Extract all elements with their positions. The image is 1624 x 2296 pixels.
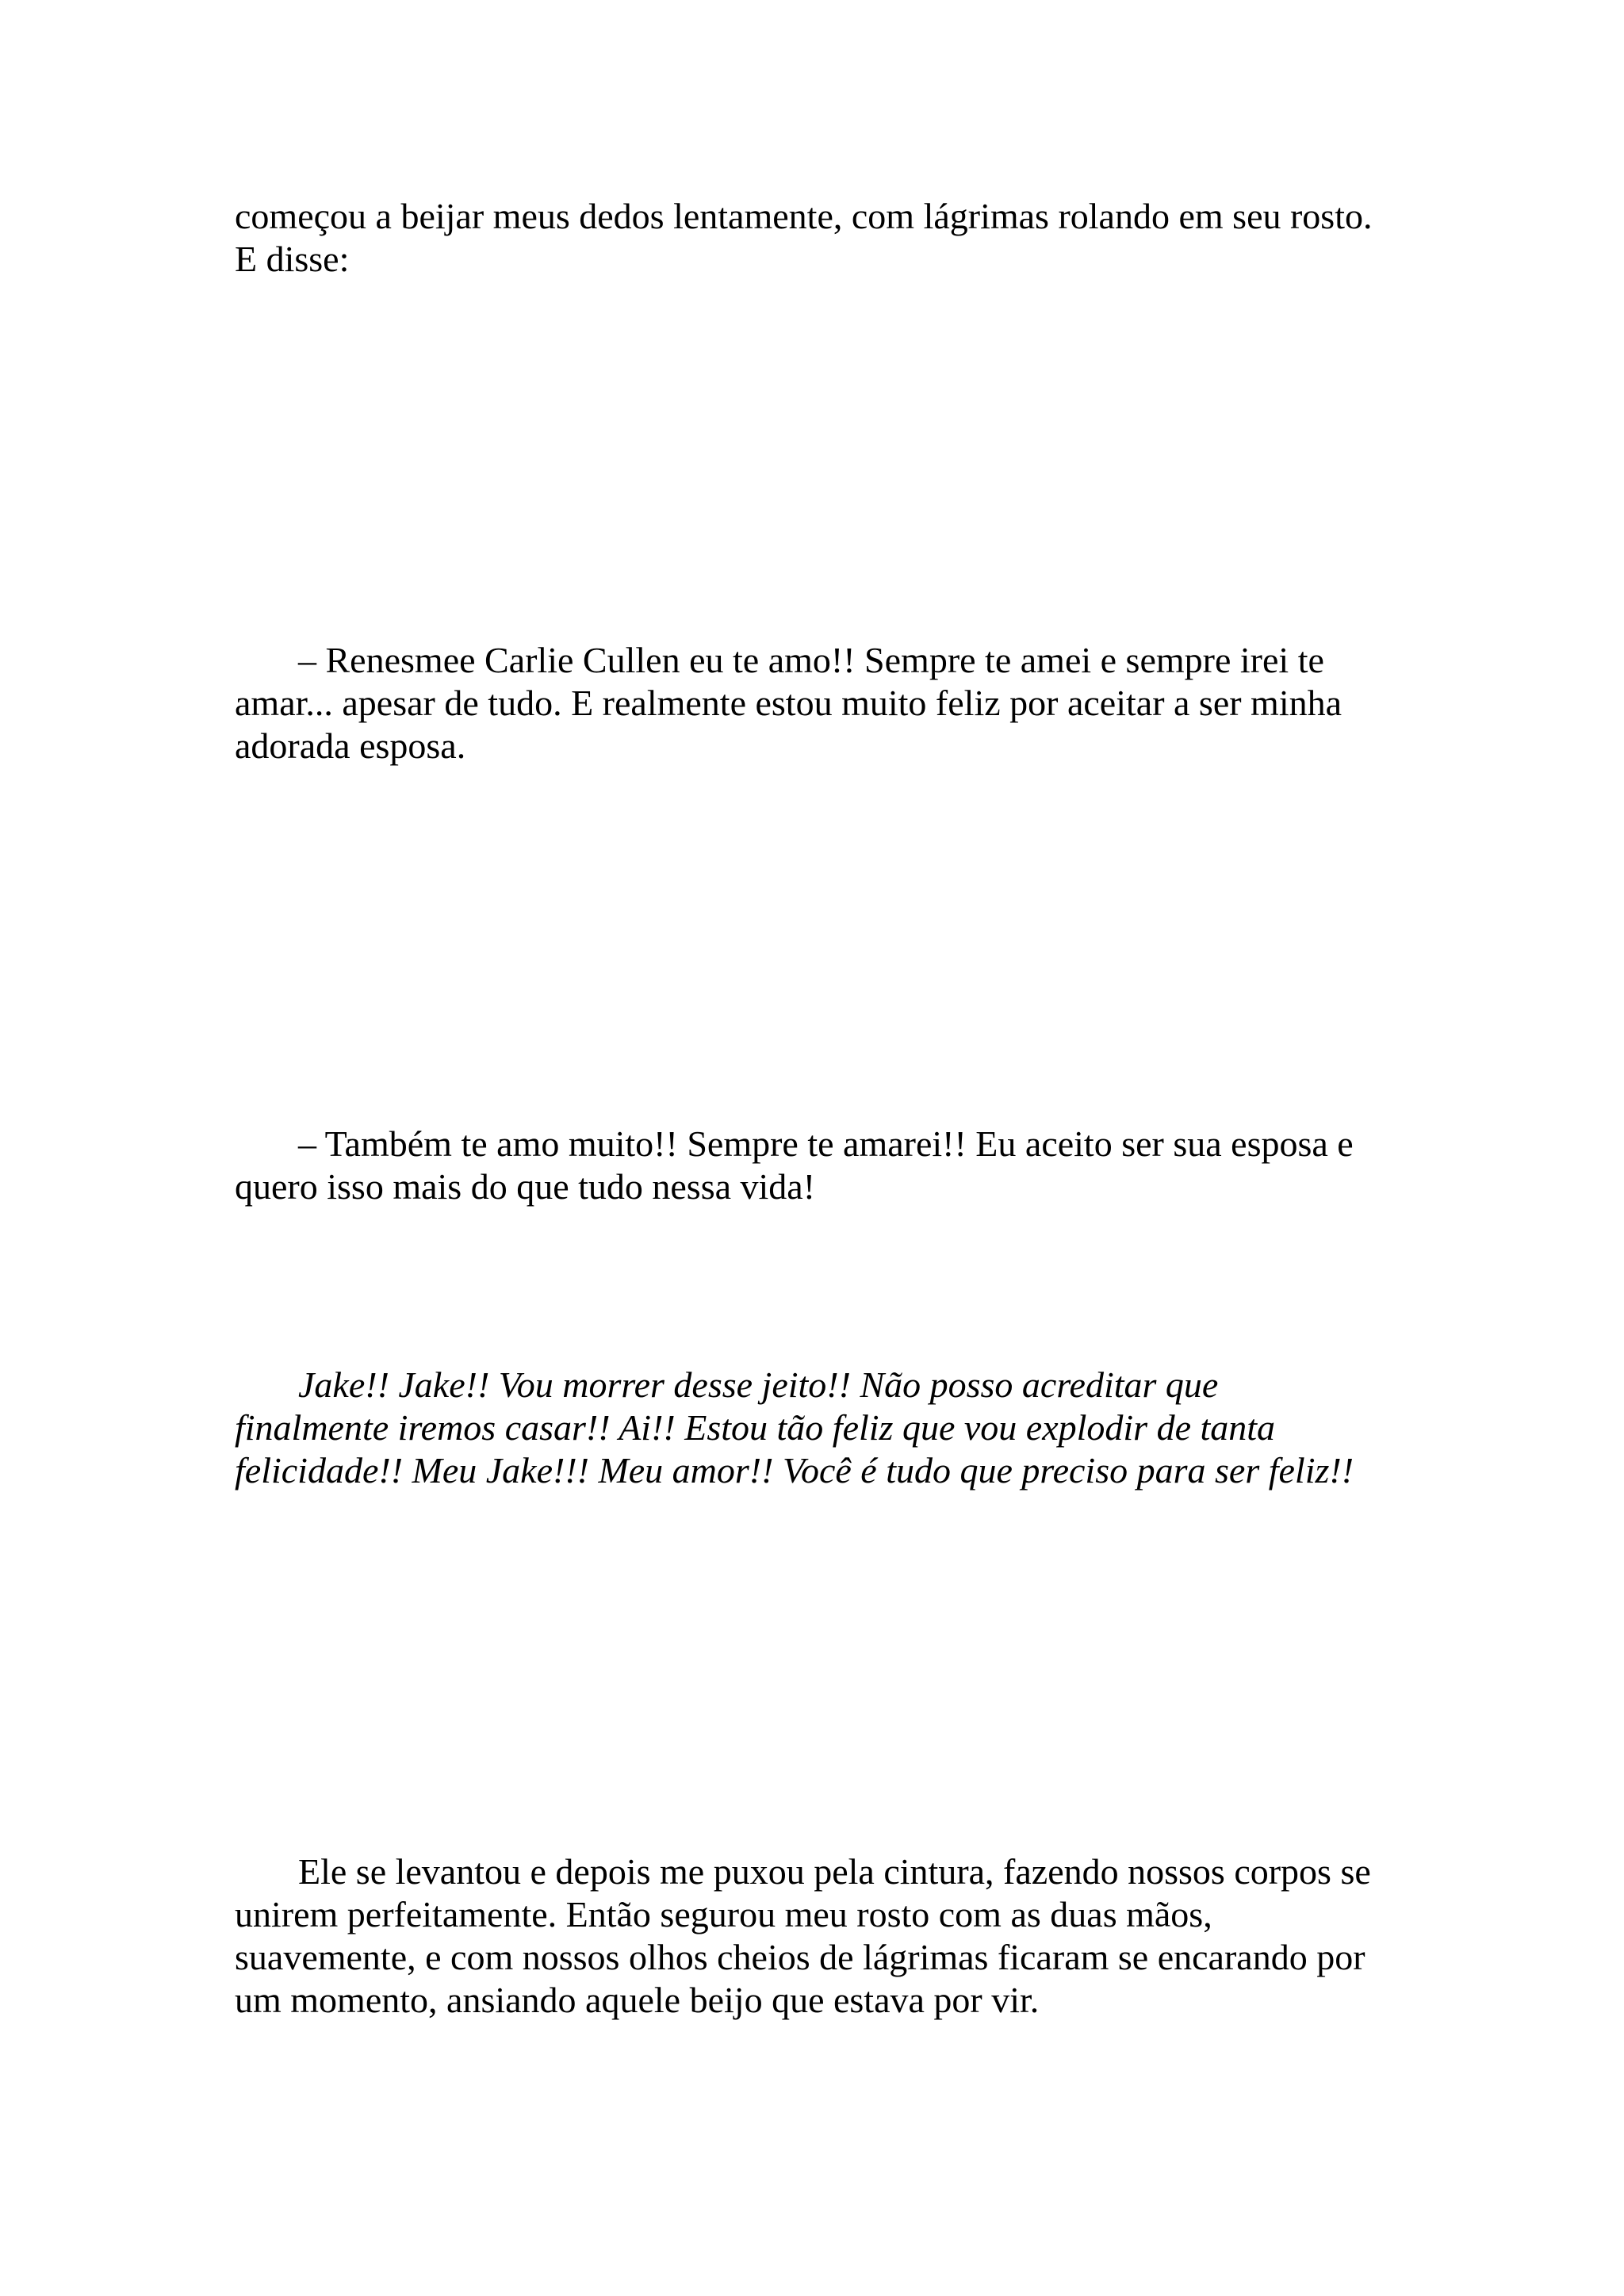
text-line: unirem perfeitamente. Então segurou meu rosto com as duas mãos,: [235, 1894, 1212, 1934]
text-line: começou a beijar meus dedos lentamente, com lágrimas rolando em seu rosto.: [235, 196, 1373, 236]
text-line: quero isso mais do que tudo nessa vida!: [235, 1166, 816, 1207]
text-line: um momento, ansiando aquele beijo que estava por vir.: [235, 1980, 1040, 2020]
text-line: amar... apesar de tudo. E realmente estou muito feliz por aceitar a ser minha: [235, 683, 1342, 723]
paragraph-2: [235, 639, 1408, 767]
paragraph-4-italic-thought: [235, 1364, 1408, 1492]
text-line: – Também te amo muito!! Sempre te amarei!! Eu aceito ser sua esposa e: [298, 1123, 1354, 1164]
text-line: Jake!! Jake!! Vou morrer desse jeito!! Não posso acreditar que: [298, 1364, 1219, 1405]
text-line: finalmente iremos casar!! Ai!! Estou tão feliz que vou explodir de tanta: [235, 1407, 1276, 1448]
paragraph-5: [235, 1850, 1408, 2022]
text-line: suavemente, e com nossos olhos cheios de lágrimas ficaram se encarando por: [235, 1937, 1365, 1977]
text-line: Ele se levantou e depois me puxou pela cintura, fazendo nossos corpos se: [298, 1851, 1371, 1892]
text-line: adorada esposa.: [235, 725, 466, 766]
paragraph-1: [235, 195, 1408, 281]
text-line: – Renesmee Carlie Cullen eu te amo!! Sempre te amei e sempre irei te: [298, 640, 1324, 680]
text-line: E disse:: [235, 239, 350, 279]
paragraph-3: [235, 1123, 1408, 1208]
text-line: felicidade!! Meu Jake!!! Meu amor!! Você é tudo que preciso para ser feliz!!: [235, 1450, 1354, 1490]
